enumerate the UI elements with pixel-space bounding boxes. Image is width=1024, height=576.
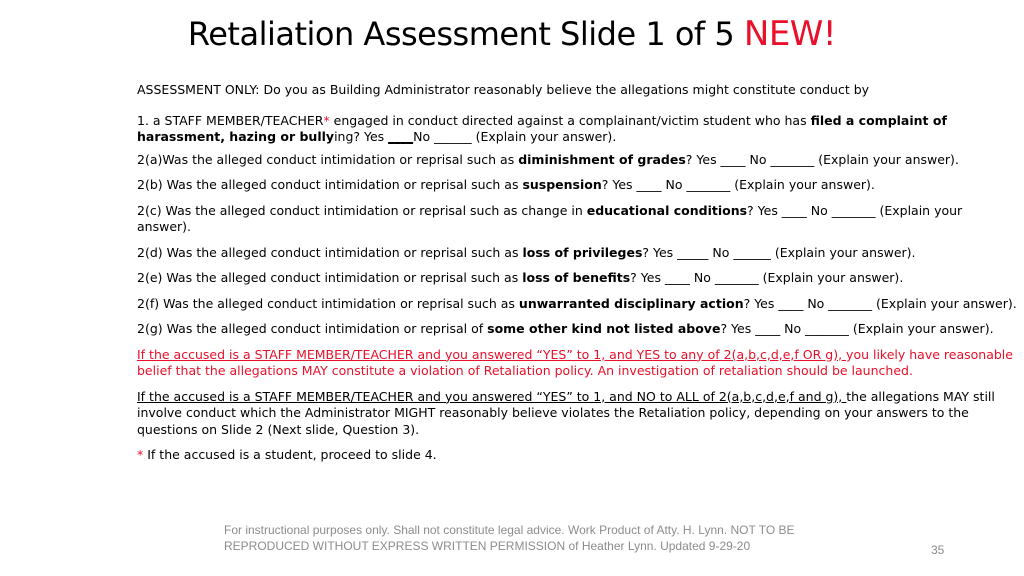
q2c-post: ? Yes ____ No _______ (Explain your answer).	[137, 202, 963, 234]
staff-yes-condition: If the accused is a STAFF MEMBER/TEACHER and you answered “YES” to 1, and YES to any of 2(a,b,c,d,e,f OR g),	[137, 346, 847, 362]
question-1	[137, 113, 1019, 146]
q2d-bold: loss of privileges	[522, 244, 643, 260]
question-2e	[137, 270, 1019, 287]
question-2b	[137, 177, 1019, 194]
question-2g	[137, 321, 1019, 338]
staff-no-condition: If the accused is a STAFF MEMBER/TEACHER and you answered “YES” to 1, and NO to ALL of 2(a,b,c,d,e,f and g),	[137, 388, 847, 404]
q2a-bold: diminishment of grades	[518, 151, 686, 167]
q1-mid: engaged in conduct directed against a complainant/victim student who has	[329, 112, 811, 128]
q1-no-blank: No ______ (Explain your answer).	[413, 129, 617, 144]
question-2a	[137, 152, 1019, 169]
q2d-post: ? Yes _____ No ______ (Explain your answer).	[642, 244, 916, 260]
staff-no-guidance	[137, 389, 1019, 439]
student-asterisk-mark: *	[137, 447, 148, 462]
intro-text: ASSESSMENT ONLY: Do you as Building Administrator reasonably believe the allegations might constitute conduct by	[137, 82, 870, 97]
q1-bold: filed a complaint of harassment, hazing or bully	[137, 112, 947, 144]
q2e-post: ? Yes ____ No _______ (Explain your answer).	[630, 270, 904, 285]
student-guidance	[137, 447, 1019, 464]
q2e-pre: 2(e) Was the alleged conduct intimidation or reprisal such as	[137, 270, 523, 285]
q1-yes-blank: ____	[388, 129, 414, 144]
q1-post: ing? Yes	[334, 129, 389, 144]
staff-yes-conclusion: you likely have reasonable belief that the allegations MAY constitute a violation of Retaliation policy. An investigation of retaliation should be launched.	[137, 346, 1013, 378]
slide-title	[0, 14, 1024, 54]
q2d-pre: 2(d) Was the alleged conduct intimidation or reprisal such as	[137, 244, 523, 260]
q2c-bold: educational conditions	[586, 202, 748, 218]
staff-no-conclusion: the allegations MAY still involve conduct which the Administrator MIGHT reasonably believe violates the Retaliation policy, depending on your answers to the questions on Slide 2 (Next slide, Question 3).	[137, 388, 995, 437]
question-2f	[137, 296, 1019, 313]
new-badge: NEW!	[743, 14, 837, 54]
student-guidance-text: If the accused is a student, proceed to slide 4.	[147, 447, 437, 462]
q2f-pre: 2(f) Was the alleged conduct intimidation or reprisal such as	[137, 295, 519, 311]
q2g-pre: 2(g) Was the alleged conduct intimidation or reprisal of	[137, 321, 488, 336]
staff-yes-guidance	[137, 347, 1019, 380]
q2f-post: ? Yes ____ No _______ (Explain your answer).	[743, 295, 1017, 311]
q2b-post: ? Yes ____ No _______ (Explain your answer).	[601, 177, 875, 192]
q2b-pre: 2(b) Was the alleged conduct intimidation or reprisal such as	[137, 177, 523, 192]
q1-pre: 1. a STAFF MEMBER/TEACHER	[137, 112, 324, 128]
q2g-bold: some other kind not listed above	[487, 321, 721, 336]
question-2c	[137, 203, 1019, 236]
slide-title-text: Retaliation Assessment Slide 1 of 5	[187, 15, 744, 53]
page-number: 35	[931, 543, 945, 557]
q2a-post: ? Yes ____ No _______ (Explain your answer).	[685, 151, 959, 167]
slide-body	[137, 82, 1019, 464]
question-2d	[137, 245, 1019, 262]
footer-disclaimer: For instructional purposes only. Shall not constitute legal advice. Work Product of Atty. H. Lynn. NOT TO BE REPRODUCED WITHOUT EXPRESS WRITTEN PERMISSION of Heather Lynn. Updated 9-29-20	[224, 523, 795, 553]
q2f-bold: unwarranted disciplinary action	[518, 295, 744, 311]
asterisk-mark: *	[323, 112, 330, 128]
q2a-pre: 2(a)Was the alleged conduct intimidation or reprisal such as	[137, 151, 519, 167]
q2g-post: ? Yes ____ No _______ (Explain your answer).	[720, 321, 994, 336]
q2e-bold: loss of benefits	[522, 270, 631, 285]
q2c-pre: 2(c) Was the alleged conduct intimidation or reprisal such as change in	[137, 202, 587, 218]
q2b-bold: suspension	[522, 177, 602, 192]
